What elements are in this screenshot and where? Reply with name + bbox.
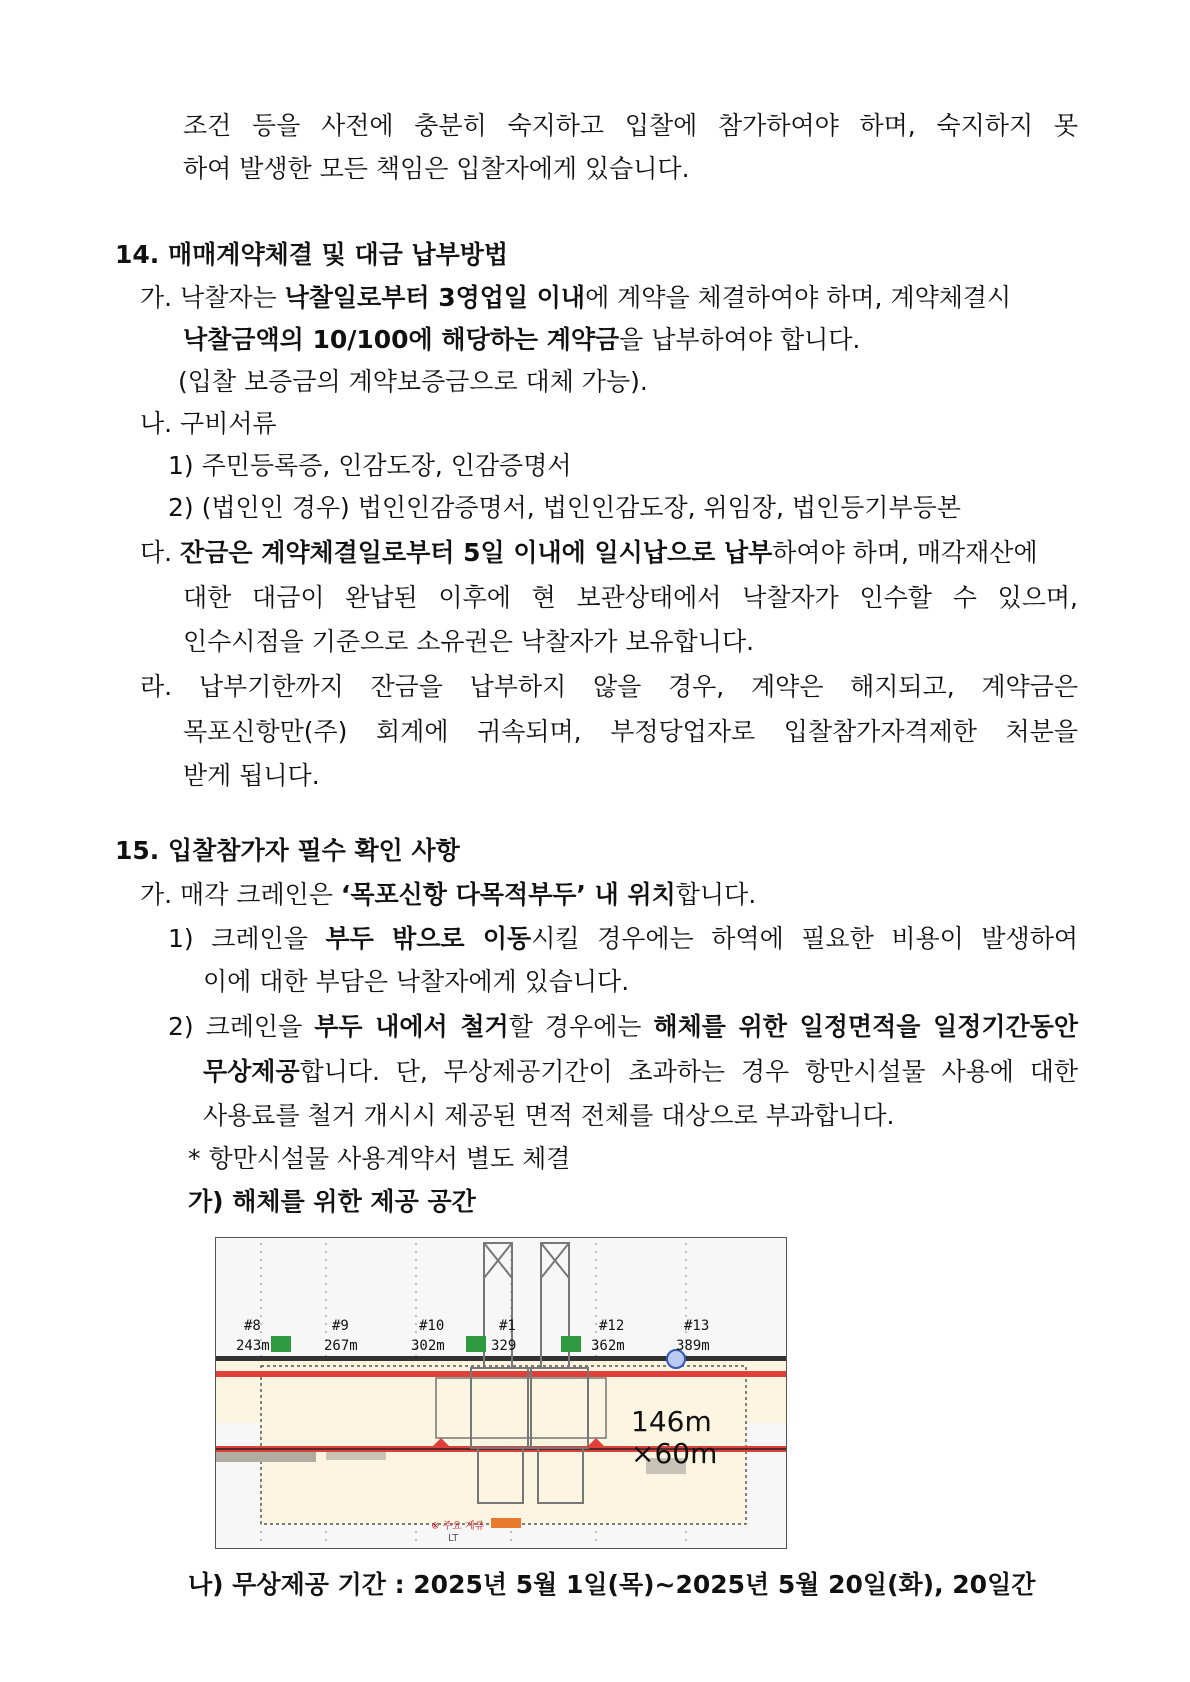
dismantling-area-figure xyxy=(215,1237,787,1549)
section-14-title: 14. 매매계약체결 및 대금 납부방법 xyxy=(115,240,509,269)
area-label-line-1: 146m xyxy=(631,1405,712,1438)
berth-distance: 362m xyxy=(591,1338,625,1354)
sec15-item1-line-2: 이에 대한 부담은 낙찰자에게 있습니다. xyxy=(203,967,630,996)
sec15-item2-line-1: 2) 크레인을 부두 내에서 철거할 경우에는 해체를 위한 일정면적을 일정기간동안 xyxy=(168,1012,1079,1041)
sec15-ga-line: 가. 매각 크레인은 ‘목포신항 다목적부두’ 내 위치합니다. xyxy=(140,880,757,909)
berth-label: #10 xyxy=(419,1318,445,1334)
sec14-ra-line-2: 목포신항만(주) 회계에 귀속되며, 부정당업자로 입찰참가자격제한 처분을 xyxy=(183,717,1078,746)
berth-label: #12 xyxy=(599,1318,625,1334)
sec14-ra-line-1: 라. 납부기한까지 잔금을 납부하지 않을 경우, 계약은 해지되고, 계약금은 xyxy=(140,672,1078,701)
sec14-na-item-2: 2) (법인인 경우) 법인인감증명서, 법인인감도장, 위임장, 법인등기부등본 xyxy=(168,493,961,522)
intro-line-2: 하여 발생한 모든 책임은 입찰자에게 있습니다. xyxy=(183,154,690,183)
sec14-ra-line-3: 받게 됩니다. xyxy=(183,761,320,790)
sec14-da-line-3: 인수시점을 기준으로 소유권은 낙찰자가 보유합니다. xyxy=(183,627,755,656)
sec15-item1-line-1: 1) 크레인을 부두 밖으로 이동시킬 경우에는 하역에 필요한 비용이 발생하여 xyxy=(168,924,1079,953)
sec15-sub-ga-title: 가) 해체를 위한 제공 공간 xyxy=(188,1187,476,1216)
sec15-sub-na-period: 나) 무상제공 기간 : 2025년 5월 1일(목)~2025년 5월 20일(화), 20일간 xyxy=(188,1570,1036,1599)
berth-distance: 329 xyxy=(491,1338,517,1354)
sec14-ga-line-3: (입찰 보증금의 계약보증금으로 대체 가능). xyxy=(178,367,648,396)
berth-label: #9 xyxy=(332,1318,349,1334)
sec14-na-item-1: 1) 주민등록증, 인감도장, 인감증명서 xyxy=(168,451,572,480)
bottom-note: ※ 주요 계류 xyxy=(431,1521,485,1532)
intro-line-1: 조건 등을 사전에 충분히 숙지하고 입찰에 참가하여야 하며, 숙지하지 못 xyxy=(183,111,1078,140)
sec15-note: * 항만시설물 사용계약서 별도 체결 xyxy=(188,1144,571,1173)
dismantling-area-svg xyxy=(216,1238,786,1548)
sec14-ga-line-1: 가. 낙찰자는 낙찰일로부터 3영업일 이내에 계약을 체결하여야 하며, 계약체결시 xyxy=(140,283,1012,312)
berth-label: #8 xyxy=(244,1318,261,1334)
sec14-na-title: 나. 구비서류 xyxy=(140,409,277,438)
sec14-ga-line-2: 낙찰금액의 10/100에 해당하는 계약금을 납부하여야 합니다. xyxy=(183,325,861,354)
area-label-line-2: ×60m xyxy=(631,1437,718,1470)
sec15-item2-line-3: 사용료를 철거 개시시 제공된 면적 전체를 대상으로 부과합니다. xyxy=(203,1101,895,1130)
sec14-da-line-2: 대한 대금이 완납된 이후에 현 보관상태에서 낙찰자가 인수할 수 있으며, xyxy=(183,583,1078,612)
berth-distance: 243m xyxy=(236,1338,270,1354)
bottom-label: LT xyxy=(448,1533,459,1544)
sec14-da-line-1: 다. 잔금은 계약체결일로부터 5일 이내에 일시납으로 납부하여야 하며, 매각재산에 xyxy=(140,538,1038,567)
berth-distance: 267m xyxy=(324,1338,358,1354)
sec15-item2-line-2: 무상제공합니다. 단, 무상제공기간이 초과하는 경우 항만시설물 사용에 대한 xyxy=(203,1057,1078,1086)
section-15-title: 15. 입찰참가자 필수 확인 사항 xyxy=(115,836,460,865)
berth-label: #1 xyxy=(499,1318,516,1334)
berth-distance: 389m xyxy=(676,1338,710,1354)
berth-distance: 302m xyxy=(411,1338,445,1354)
berth-label: #13 xyxy=(684,1318,710,1334)
